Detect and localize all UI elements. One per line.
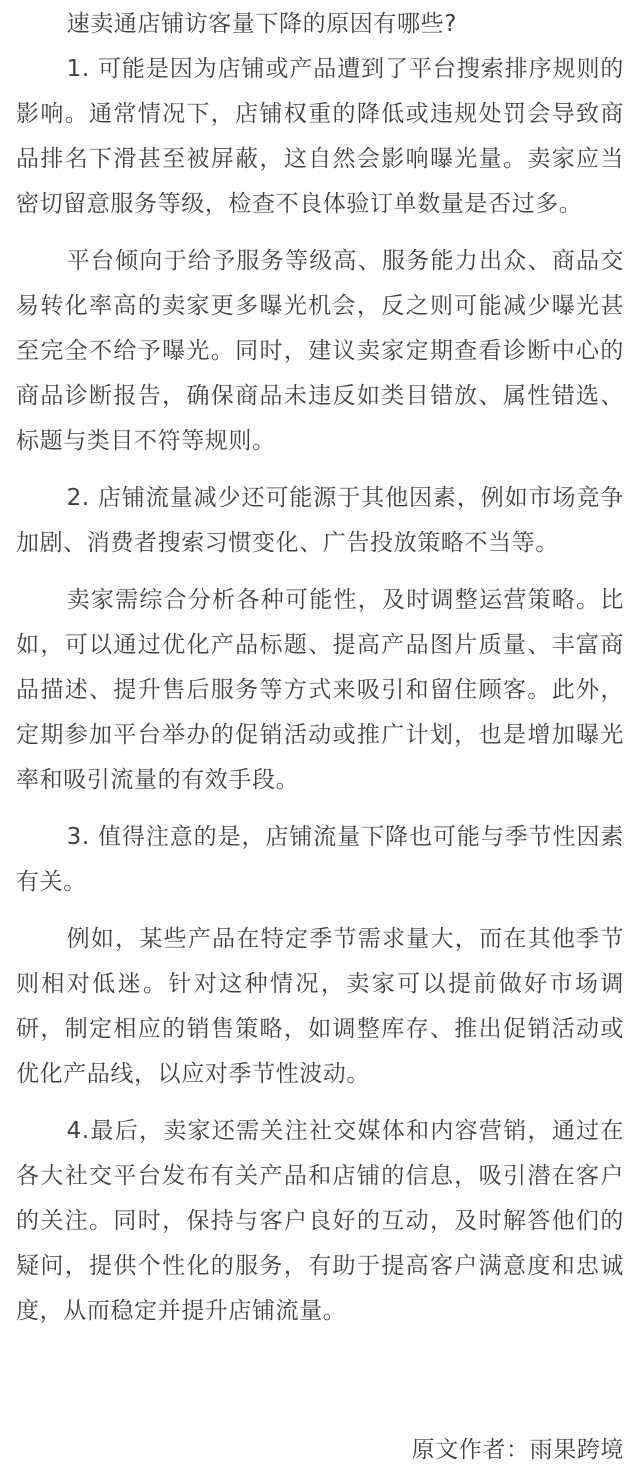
paragraph-spacer (16, 1097, 624, 1109)
article-title: 速卖通店铺访客量下降的原因有哪些? (66, 11, 458, 37)
paragraph-spacer (16, 803, 624, 815)
paragraph-3: 2. 店铺流量减少还可能源于其他因素，例如市场竞争加剧、消费者搜索习惯变化、广告投放策略不当等。 (16, 485, 624, 556)
paragraph-5: 3. 值得注意的是，店铺流量下降也可能与季节性因素有关。 (16, 824, 624, 895)
article-body (16, 0, 624, 1334)
paragraph-spacer (16, 227, 624, 239)
paragraph-4: 卖家需综合分析各种可能性，及时调整运营策略。比如，可以通过优化产品标题、提高产品图片质量、丰富商品描述、提升售后服务等方式来吸引和留住顾客。此外，定期参加平台举办的促销活动或推广计划，也是增加曝光率和吸引流量的有效手段。 (16, 587, 624, 793)
paragraph-1: 1. 可能是因为店铺或产品遭到了平台搜索排序规则的影响。通常情况下，店铺权重的降低或违规处罚会导致商品排名下滑甚至被屏蔽，这自然会影响曝光量。卖家应当密切留意服务等级，检查不良体验订单数量是否过多。 (16, 56, 624, 217)
paragraph-spacer (16, 464, 624, 476)
paragraph-spacer (16, 905, 624, 917)
paragraph-6: 例如，某些产品在特定季节需求量大，而在其他季节则相对低迷。针对这种情况，卖家可以提前做好市场调研，制定相应的销售策略，如调整库存、推出促销活动或优化产品线，以应对季节性波动。 (16, 926, 624, 1087)
paragraph-spacer (16, 566, 624, 578)
paragraph-7: 4.最后，卖家还需关注社交媒体和内容营销，通过在各大社交平台发布有关产品和店铺的信息，吸引潜在客户的关注。同时，保持与客户良好的互动，及时解答他们的疑问，提供个性化的服务，有助于提高客户满意度和忠诚度，从而稳定并提升店铺流量。 (16, 1118, 624, 1324)
author-credit: 原文作者：雨果跨境 (411, 1437, 624, 1463)
paragraph-2: 平台倾向于给予服务等级高、服务能力出众、商品交易转化率高的卖家更多曝光机会，反之则可能减少曝光甚至完全不给予曝光。同时，建议卖家定期查看诊断中心的商品诊断报告，确保商品未违反如类目错放、属性错选、标题与类目不符等规则。 (16, 248, 624, 454)
